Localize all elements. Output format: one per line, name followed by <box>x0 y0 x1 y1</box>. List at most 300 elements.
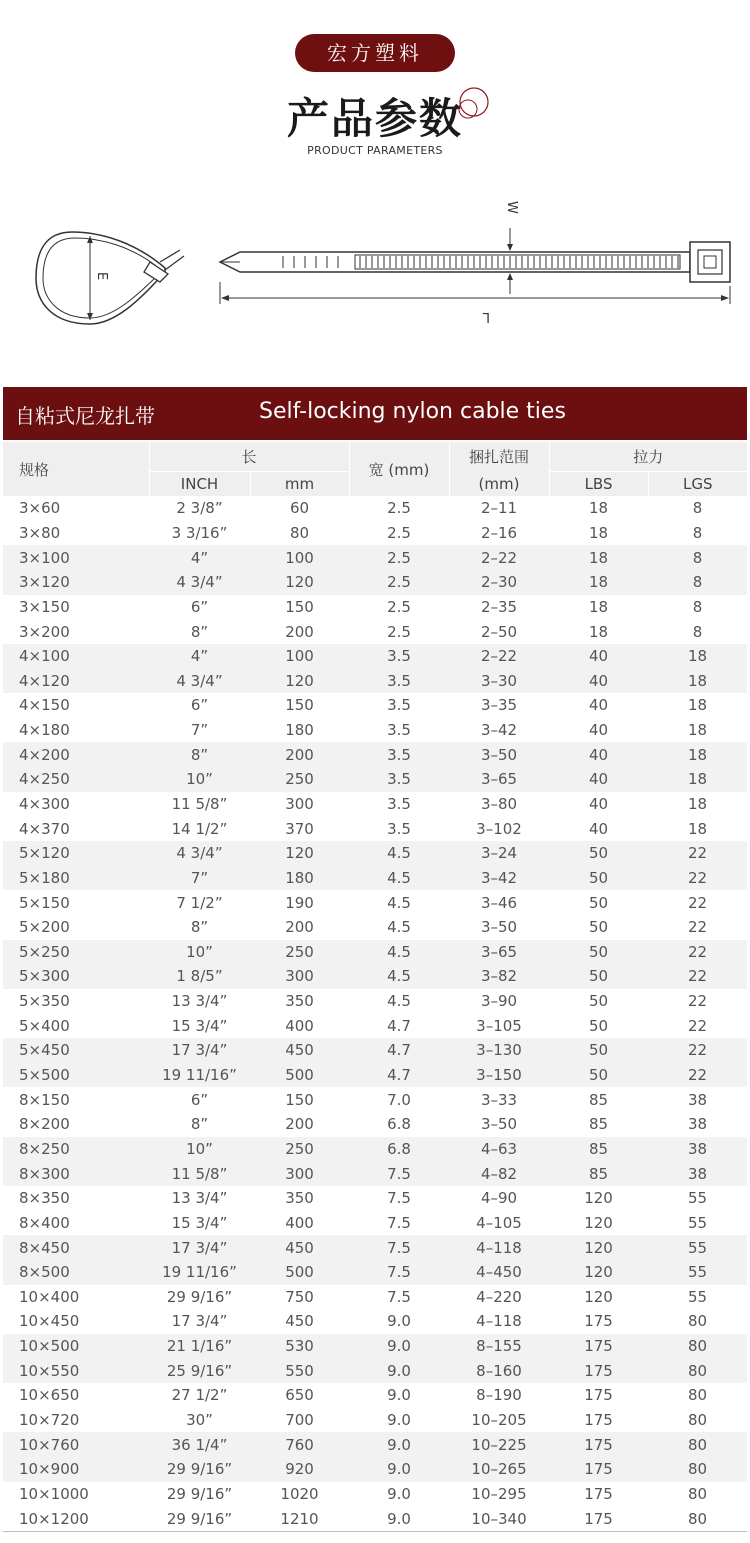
label-l: L <box>482 309 490 324</box>
cell-mm: 350 <box>285 992 314 1011</box>
cell-bundle-range: 3–82 <box>449 964 549 989</box>
header-bundle-unit: (mm) <box>449 472 549 497</box>
cell-bundle-range: 2–35 <box>480 597 518 616</box>
cell-lgs: 38 <box>648 1161 747 1186</box>
cell-inch: 29 9/16” <box>166 1484 233 1503</box>
label-w: W <box>504 201 519 214</box>
cell-spec: 10×1200 <box>3 1506 149 1531</box>
cell-width: 4.5 <box>349 841 449 866</box>
cell-spec: 8×400 <box>19 1213 70 1232</box>
cell-width: 4.5 <box>349 940 449 965</box>
cell-mm: 200 <box>285 1115 314 1134</box>
cell-width: 4.5 <box>387 893 411 912</box>
table-row <box>3 792 747 817</box>
table-row <box>3 545 747 570</box>
cell-bundle-range: 10–340 <box>449 1506 549 1531</box>
cell-lgs: 80 <box>687 1312 708 1331</box>
cell-inch: 6” <box>190 1090 209 1109</box>
cell-bundle-range: 8–190 <box>476 1386 522 1405</box>
cell-bundle-range: 3–90 <box>480 992 518 1011</box>
cell-lbs: 50 <box>549 841 648 866</box>
table-row <box>3 1013 747 1038</box>
cell-lgs: 38 <box>687 1115 708 1134</box>
header-lbs: LBS <box>549 472 648 497</box>
table-row <box>3 1358 747 1383</box>
page-title: 产品参数 <box>286 94 463 143</box>
cell-lbs: 50 <box>549 964 648 989</box>
cell-mm: 500 <box>250 1063 349 1088</box>
cell-width: 2.5 <box>387 622 411 641</box>
cell-lgs: 18 <box>648 742 747 767</box>
cell-mm: 120 <box>250 841 349 866</box>
cell-lgs: 55 <box>648 1235 747 1260</box>
cell-lbs: 175 <box>549 1432 648 1457</box>
table-row <box>3 1260 747 1285</box>
cell-bundle-range: 3–50 <box>480 918 518 937</box>
cell-lgs: 22 <box>687 918 708 937</box>
cell-lbs: 120 <box>549 1235 648 1260</box>
table-row <box>3 940 747 965</box>
table-row <box>3 767 747 792</box>
cell-mm: 120 <box>250 668 349 693</box>
header-tensile: 拉力 <box>549 442 747 472</box>
cell-width: 3.5 <box>387 819 411 838</box>
cell-lbs: 85 <box>588 1090 609 1109</box>
cell-inch: 10” <box>149 1137 250 1162</box>
cell-lbs: 120 <box>584 1189 613 1208</box>
cell-lbs: 40 <box>588 795 609 813</box>
cell-spec: 5×450 <box>3 1038 149 1063</box>
cell-bundle-range: 3–65 <box>449 767 549 792</box>
table-row <box>3 1038 747 1063</box>
cell-width: 4.5 <box>387 992 411 1011</box>
cell-lgs: 18 <box>687 819 708 838</box>
cell-spec: 3×150 <box>19 597 70 616</box>
cell-lbs: 120 <box>584 1213 613 1232</box>
cell-inch: 4 3/4” <box>149 668 250 693</box>
cell-width: 2.5 <box>387 597 411 616</box>
cell-lbs: 175 <box>549 1358 648 1383</box>
cell-spec: 4×250 <box>3 767 149 792</box>
cell-inch: 8” <box>149 742 250 767</box>
cell-bundle-range: 2–22 <box>449 644 549 669</box>
cell-inch: 10” <box>149 767 250 792</box>
cell-mm: 200 <box>285 622 314 641</box>
banner-title-en: Self-locking nylon cable ties <box>259 399 566 424</box>
table-row <box>3 1432 747 1457</box>
cell-bundle-range: 4–450 <box>449 1260 549 1285</box>
cell-mm: 450 <box>285 1312 314 1331</box>
cell-lbs: 175 <box>584 1411 613 1430</box>
cell-inch: 15 3/4” <box>171 1213 228 1232</box>
cell-width: 3.5 <box>387 795 411 813</box>
table-row <box>3 718 747 743</box>
cell-bundle-range: 8–160 <box>449 1358 549 1383</box>
cell-inch: 7 1/2” <box>176 893 223 912</box>
cell-lgs: 8 <box>692 523 703 542</box>
product-banner <box>3 387 747 440</box>
cell-width: 6.8 <box>387 1115 411 1134</box>
cell-mm: 650 <box>285 1386 314 1405</box>
cell-bundle-range: 2–16 <box>480 523 518 542</box>
table-row <box>3 816 747 841</box>
cell-spec: 4×120 <box>3 668 149 693</box>
cell-spec: 10×450 <box>19 1312 80 1331</box>
cell-width: 3.5 <box>349 668 449 693</box>
cell-lgs: 22 <box>648 1063 747 1088</box>
cell-width: 4.7 <box>349 1063 449 1088</box>
cell-inch: 17 3/4” <box>149 1038 250 1063</box>
cell-width: 3.5 <box>387 721 411 740</box>
table-row <box>3 1457 747 1482</box>
cell-lgs: 55 <box>648 1260 747 1285</box>
cell-bundle-range: 3–42 <box>480 721 518 740</box>
table-row <box>3 644 747 669</box>
cell-inch: 11 5/8” <box>171 795 228 813</box>
cell-spec: 10×760 <box>3 1432 149 1457</box>
cell-mm: 180 <box>250 866 349 891</box>
table-row <box>3 1186 747 1211</box>
cell-mm: 250 <box>250 767 349 792</box>
cell-bundle-range: 10–295 <box>471 1484 527 1503</box>
cell-lbs: 40 <box>549 644 648 669</box>
cell-lbs: 50 <box>549 1063 648 1088</box>
cell-mm: 400 <box>285 1016 314 1035</box>
cell-lgs: 18 <box>687 795 708 813</box>
table-row <box>3 1506 747 1531</box>
cell-lbs: 40 <box>549 742 648 767</box>
cell-bundle-range: 2–22 <box>449 545 549 570</box>
cell-bundle-range: 4–63 <box>449 1137 549 1162</box>
cell-bundle-range: 3–35 <box>480 696 518 715</box>
cell-spec: 5×180 <box>3 866 149 891</box>
cell-lbs: 18 <box>549 545 648 570</box>
cell-spec: 8×500 <box>3 1260 149 1285</box>
cell-inch: 15 3/4” <box>171 1016 228 1035</box>
cell-width: 9.0 <box>387 1411 411 1430</box>
cell-mm: 450 <box>250 1235 349 1260</box>
cell-lbs: 50 <box>588 893 609 912</box>
cell-lgs: 8 <box>692 499 703 518</box>
cell-lgs: 80 <box>687 1386 708 1405</box>
cell-lbs: 40 <box>588 696 609 715</box>
cell-lgs: 22 <box>687 893 708 912</box>
cell-lbs: 175 <box>549 1457 648 1482</box>
cell-lbs: 50 <box>549 1038 648 1063</box>
cell-inch: 4 3/4” <box>149 570 250 595</box>
cell-mm: 150 <box>285 1090 314 1109</box>
cell-lgs: 22 <box>687 1016 708 1035</box>
cell-width: 3.5 <box>349 742 449 767</box>
cell-spec: 4×200 <box>3 742 149 767</box>
cell-inch: 6” <box>190 597 209 616</box>
cell-inch: 17 3/4” <box>171 1312 228 1331</box>
cell-mm: 1020 <box>280 1484 319 1503</box>
cell-lgs: 8 <box>692 597 703 616</box>
cell-spec: 10×720 <box>19 1411 80 1430</box>
table-row <box>3 1309 747 1334</box>
cell-spec: 3×60 <box>19 499 61 518</box>
table-row <box>3 989 747 1014</box>
cell-lbs: 85 <box>549 1161 648 1186</box>
cell-bundle-range: 10–265 <box>449 1457 549 1482</box>
cell-spec: 3×200 <box>19 622 70 641</box>
cell-bundle-range: 4–82 <box>449 1161 549 1186</box>
cell-spec: 3×120 <box>3 570 149 595</box>
header-inch: INCH <box>149 472 250 497</box>
cell-bundle-range: 4–220 <box>476 1287 522 1306</box>
cell-bundle-range: 2–11 <box>480 499 518 518</box>
cell-mm: 200 <box>250 742 349 767</box>
cell-spec: 5×300 <box>3 964 149 989</box>
table-row <box>3 915 747 940</box>
cell-spec: 4×180 <box>19 721 70 740</box>
table-row <box>3 619 747 644</box>
table-row <box>3 1383 747 1408</box>
cell-bundle-range: 3–33 <box>480 1090 518 1109</box>
cell-lbs: 175 <box>584 1386 613 1405</box>
cell-width: 2.5 <box>387 499 411 518</box>
table-row <box>3 570 747 595</box>
spec-table <box>3 442 747 1532</box>
cell-width: 2.5 <box>387 523 411 542</box>
cell-width: 9.0 <box>349 1358 449 1383</box>
cell-lgs: 80 <box>648 1506 747 1531</box>
cell-mm: 150 <box>285 597 314 616</box>
cell-mm: 120 <box>250 570 349 595</box>
cell-width: 6.8 <box>349 1137 449 1162</box>
cell-width: 3.5 <box>349 644 449 669</box>
cell-lbs: 40 <box>588 819 609 838</box>
cell-lgs: 55 <box>687 1213 708 1232</box>
cell-lgs: 38 <box>687 1090 708 1109</box>
cell-lgs: 18 <box>648 767 747 792</box>
cell-inch: 8” <box>190 918 209 937</box>
table-row <box>3 1161 747 1186</box>
cell-spec: 5×500 <box>3 1063 149 1088</box>
cell-width: 4.7 <box>387 1016 411 1035</box>
cell-lgs: 22 <box>648 1038 747 1063</box>
cell-bundle-range: 3–80 <box>480 795 518 813</box>
cell-spec: 10×400 <box>19 1287 80 1306</box>
cell-inch: 14 1/2” <box>171 819 228 838</box>
table-row <box>3 521 747 546</box>
cell-lbs: 175 <box>584 1484 613 1503</box>
cell-bundle-range: 3–130 <box>449 1038 549 1063</box>
cell-inch: 7” <box>190 721 209 740</box>
table-row <box>3 1137 747 1162</box>
cell-mm: 920 <box>250 1457 349 1482</box>
cell-bundle-range: 3–65 <box>449 940 549 965</box>
cell-width: 4.5 <box>387 918 411 937</box>
cell-mm: 530 <box>250 1334 349 1359</box>
cell-width: 9.0 <box>387 1484 411 1503</box>
table-row <box>3 1211 747 1236</box>
cell-lgs: 22 <box>648 866 747 891</box>
header-spec: 规格 <box>3 442 149 496</box>
cell-lbs: 50 <box>549 866 648 891</box>
cell-lgs: 80 <box>648 1334 747 1359</box>
cell-lgs: 55 <box>687 1189 708 1208</box>
cell-lbs: 50 <box>549 940 648 965</box>
cell-lbs: 175 <box>549 1334 648 1359</box>
cell-width: 2.5 <box>349 545 449 570</box>
cell-lbs: 18 <box>588 523 609 542</box>
cell-lbs: 85 <box>588 1115 609 1134</box>
cell-lbs: 50 <box>588 918 609 937</box>
cell-spec: 5×150 <box>19 893 70 912</box>
cell-spec: 4×370 <box>19 819 70 838</box>
cell-lbs: 18 <box>588 597 609 616</box>
cell-inch: 19 11/16” <box>149 1063 250 1088</box>
cell-mm: 180 <box>285 721 314 740</box>
table-row <box>3 742 747 767</box>
cell-mm: 500 <box>250 1260 349 1285</box>
header-length: 长 <box>149 442 349 472</box>
cell-width: 7.5 <box>387 1189 411 1208</box>
cell-lbs: 50 <box>588 1016 609 1035</box>
table-row <box>3 890 747 915</box>
cell-mm: 450 <box>250 1038 349 1063</box>
cell-width: 9.0 <box>349 1432 449 1457</box>
cell-spec: 10×550 <box>3 1358 149 1383</box>
cell-lbs: 18 <box>588 622 609 641</box>
table-row <box>3 1063 747 1088</box>
cell-bundle-range: 2–50 <box>480 622 518 641</box>
cell-lbs: 40 <box>549 668 648 693</box>
cable-tie-loop-drawing <box>36 232 184 324</box>
cell-spec: 5×400 <box>19 1016 70 1035</box>
cell-bundle-range: 3–24 <box>449 841 549 866</box>
cell-inch: 13 3/4” <box>171 1189 228 1208</box>
cell-lgs: 80 <box>648 1432 747 1457</box>
cell-spec: 8×450 <box>3 1235 149 1260</box>
spec-table-body <box>3 496 747 1531</box>
cell-width: 7.5 <box>349 1260 449 1285</box>
table-row <box>3 595 747 620</box>
table-row <box>3 1112 747 1137</box>
cell-bundle-range: 4–118 <box>449 1235 549 1260</box>
cell-mm: 100 <box>250 545 349 570</box>
cell-inch: 2 3/8” <box>176 499 223 518</box>
cell-bundle-range: 10–205 <box>471 1411 527 1430</box>
cell-width: 9.0 <box>387 1386 411 1405</box>
cell-spec: 3×100 <box>3 545 149 570</box>
cell-inch: 29 9/16” <box>149 1506 250 1531</box>
page-subtitle: PRODUCT PARAMETERS <box>307 144 443 157</box>
cell-lgs: 80 <box>648 1358 747 1383</box>
table-row <box>3 1408 747 1433</box>
cell-inch: 27 1/2” <box>171 1386 228 1405</box>
cell-lbs: 18 <box>549 570 648 595</box>
cell-inch: 11 5/8” <box>149 1161 250 1186</box>
cell-spec: 5×200 <box>19 918 70 937</box>
cell-lgs: 18 <box>648 668 747 693</box>
cell-lgs: 22 <box>648 841 747 866</box>
cell-lgs: 80 <box>687 1411 708 1430</box>
table-row <box>3 1087 747 1112</box>
cell-spec: 10×650 <box>19 1386 80 1405</box>
cell-lbs: 50 <box>588 992 609 1011</box>
header-mm: mm <box>250 472 349 497</box>
cell-lgs: 22 <box>648 940 747 965</box>
cell-mm: 250 <box>250 1137 349 1162</box>
cable-tie-diagram <box>0 190 750 330</box>
cell-lgs: 80 <box>687 1484 708 1503</box>
cell-width: 4.5 <box>349 964 449 989</box>
cell-spec: 8×200 <box>19 1115 70 1134</box>
cell-inch: 7” <box>149 866 250 891</box>
table-row <box>3 1334 747 1359</box>
cell-lbs: 120 <box>549 1260 648 1285</box>
table-row <box>3 866 747 891</box>
cell-inch: 29 9/16” <box>166 1287 233 1306</box>
table-row <box>3 693 747 718</box>
table-row <box>3 1285 747 1310</box>
cell-bundle-range: 3–102 <box>476 819 522 838</box>
cell-width: 7.5 <box>349 1235 449 1260</box>
table-row <box>3 964 747 989</box>
cell-mm: 200 <box>285 918 314 937</box>
cell-width: 4.7 <box>349 1038 449 1063</box>
cell-spec: 8×150 <box>19 1090 70 1109</box>
table-row <box>3 668 747 693</box>
cell-inch: 6” <box>190 696 209 715</box>
cell-bundle-range: 3–42 <box>449 866 549 891</box>
cell-bundle-range: 3–46 <box>480 893 518 912</box>
header-bundle-range: 捆扎范围 <box>449 442 549 472</box>
cell-width: 4.5 <box>349 866 449 891</box>
cell-inch: 1 8/5” <box>149 964 250 989</box>
cell-spec: 8×250 <box>3 1137 149 1162</box>
cell-inch: 8” <box>190 1115 209 1134</box>
cell-mm: 400 <box>285 1213 314 1232</box>
cell-bundle-range: 10–225 <box>449 1432 549 1457</box>
cell-lgs: 8 <box>692 622 703 641</box>
cell-spec: 4×300 <box>19 795 70 813</box>
cell-width: 7.5 <box>349 1161 449 1186</box>
cell-lgs: 8 <box>648 570 747 595</box>
cell-width: 3.5 <box>349 767 449 792</box>
cell-spec: 3×80 <box>19 523 61 542</box>
cell-inch: 4” <box>149 644 250 669</box>
cell-inch: 13 3/4” <box>171 992 228 1011</box>
cell-inch: 30” <box>186 1411 213 1430</box>
cell-width: 9.0 <box>349 1506 449 1531</box>
cell-bundle-range: 3–150 <box>449 1063 549 1088</box>
cell-lbs: 175 <box>584 1312 613 1331</box>
cell-mm: 1210 <box>250 1506 349 1531</box>
cell-mm: 300 <box>250 1161 349 1186</box>
cell-mm: 250 <box>250 940 349 965</box>
cell-mm: 60 <box>289 499 310 518</box>
cell-spec: 5×250 <box>3 940 149 965</box>
cell-bundle-range: 4–118 <box>476 1312 522 1331</box>
cell-lgs: 22 <box>687 992 708 1011</box>
cell-lgs: 55 <box>687 1287 708 1306</box>
cell-width: 7.5 <box>387 1213 411 1232</box>
cell-spec: 4×100 <box>3 644 149 669</box>
cell-bundle-range: 3–50 <box>449 742 549 767</box>
cell-lbs: 85 <box>549 1137 648 1162</box>
cell-inch: 25 9/16” <box>149 1358 250 1383</box>
cell-mm: 300 <box>285 795 314 813</box>
cell-lgs: 38 <box>648 1137 747 1162</box>
cell-spec: 4×150 <box>19 696 70 715</box>
cell-bundle-range: 4–90 <box>480 1189 518 1208</box>
cell-spec: 5×350 <box>19 992 70 1011</box>
cell-lgs: 22 <box>648 964 747 989</box>
